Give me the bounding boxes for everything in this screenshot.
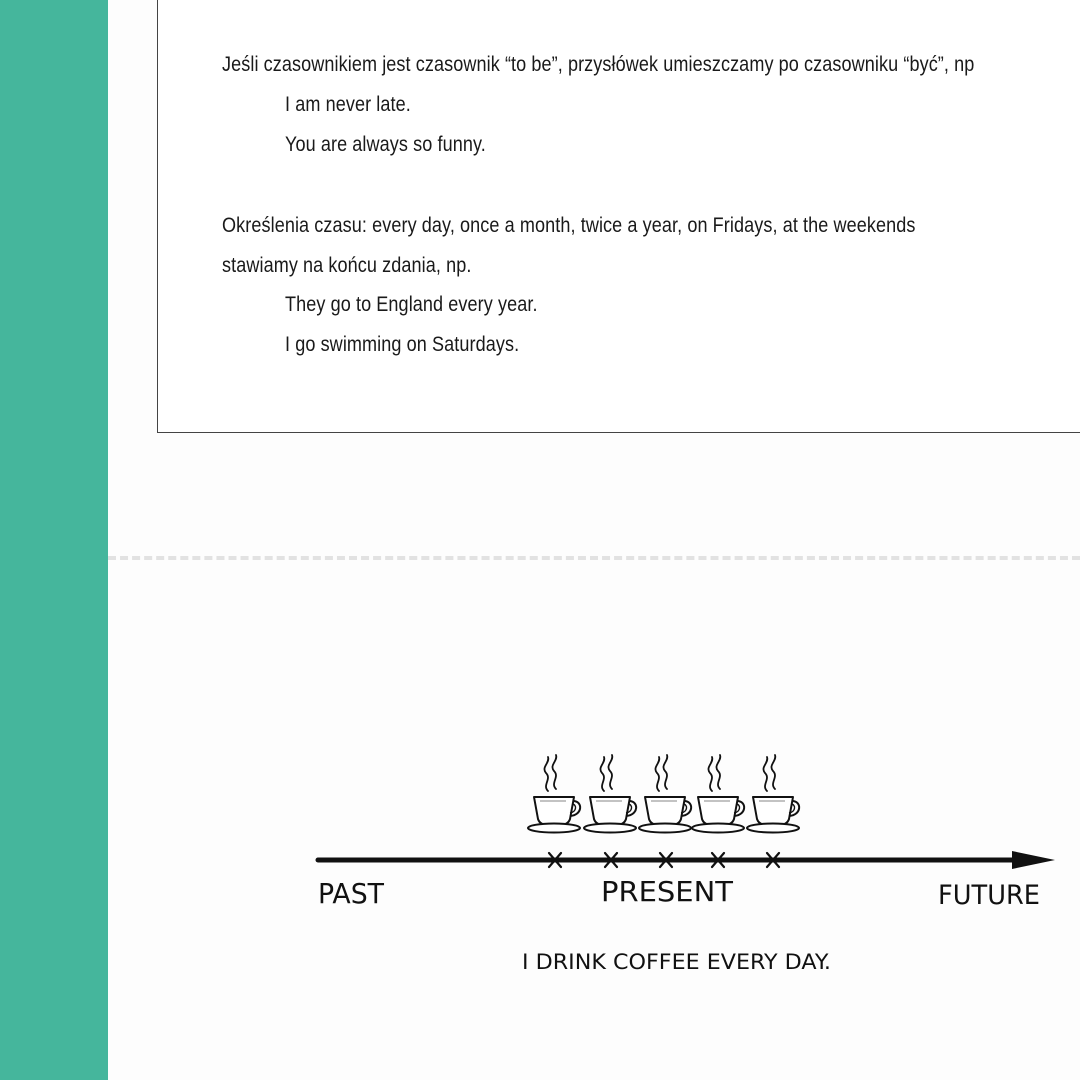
coffee-cups-row [528,755,799,833]
timeline-axis [318,851,1055,869]
time-example-2: I go swimming on Saturdays. [285,333,520,356]
coffee-cup-icon [528,755,580,833]
to-be-example-2: You are always so funny. [285,133,486,156]
coffee-cup-icon [692,755,744,833]
to-be-example-1: I am never late. [285,93,411,116]
coffee-cup-icon [639,755,691,833]
time-expressions-rule-text-2: stawiamy na końcu zdania, np. [222,254,472,277]
to-be-rule-text: Jeśli czasownikiem jest czasownik “to be”, przysłówek umieszczamy po czasowniku “być”, np [222,53,975,76]
past-label: PAST [318,877,385,910]
coffee-cup-icon [584,755,636,833]
arrow-right-icon [1012,851,1055,869]
time-expressions-rule-text: Określenia czasu: every day, once a month, twice a year, on Fridays, at the weekends [222,214,916,237]
present-label: PRESENT [601,875,734,908]
example-sentence: I DRINK COFFEE EVERY DAY. [522,950,831,974]
coffee-cup-icon [747,755,799,833]
future-label: FUTURE [938,880,1040,911]
time-example-1: They go to England every year. [285,293,538,316]
